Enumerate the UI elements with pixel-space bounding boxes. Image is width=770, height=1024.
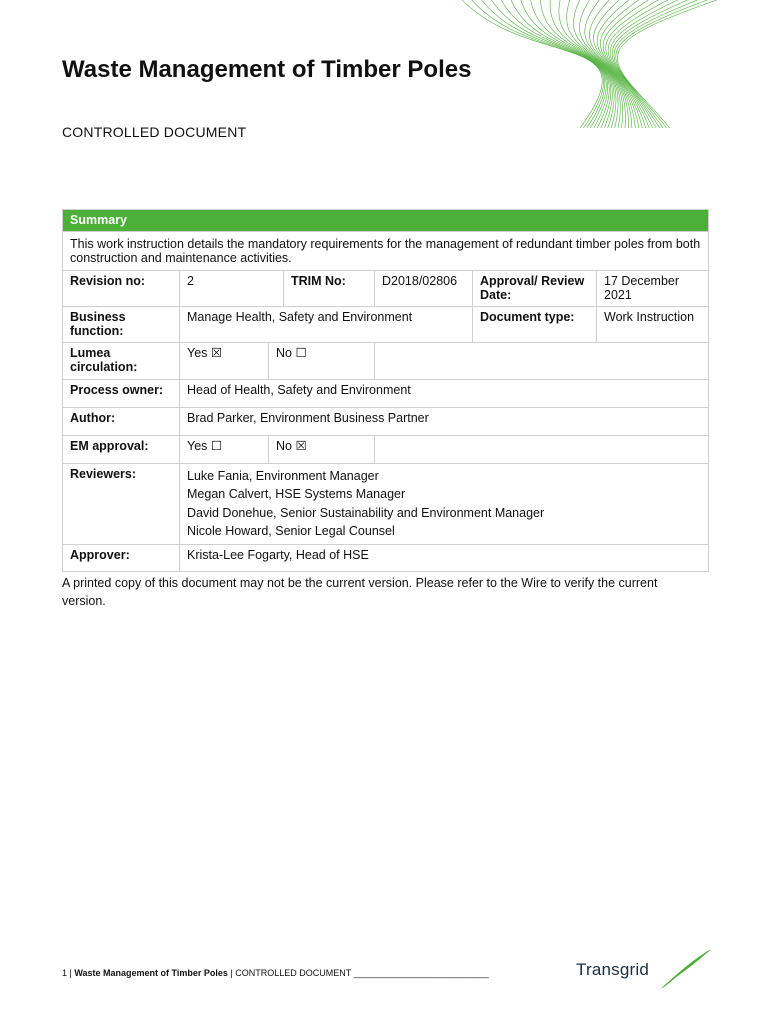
approver-row: [63, 544, 709, 571]
description-row: [63, 231, 709, 270]
approver-label: Approver:: [63, 544, 180, 571]
transgrid-logo: [576, 948, 716, 992]
reviewer-item: David Donehue, Senior Sustainability and Environment Manager: [187, 505, 545, 520]
summary-table: [62, 209, 709, 572]
reviewers-label: Reviewers:: [63, 463, 180, 544]
decorative-line: [482, 0, 605, 128]
author-value: Brad Parker, Environment Business Partner: [180, 407, 709, 435]
author-label: Author:: [63, 407, 180, 435]
revision-row: [63, 270, 709, 306]
reviewer-item: Luke Fania, Environment Manager: [187, 468, 379, 483]
lumea-circulation-row: [63, 342, 709, 379]
business-function-label: Business function:: [63, 306, 180, 342]
reviewers-list: [180, 463, 709, 544]
page-title: Waste Management of Timber Poles: [62, 56, 472, 83]
process-owner-value: Head of Health, Safety and Environment: [180, 379, 709, 407]
em-no-checkbox: No ☒: [269, 435, 375, 463]
approval-date-value: 17 December 2021: [597, 270, 709, 306]
document-subtitle: CONTROLLED DOCUMENT: [62, 124, 247, 140]
document-type-label: Document type:: [473, 306, 597, 342]
logo-wordmark: Transgrid: [576, 960, 649, 979]
logo-line-mark-icon: [660, 948, 714, 992]
decorative-line: [472, 0, 604, 128]
decorative-line: [614, 0, 697, 128]
lumea-no-checkbox: No ☐: [269, 342, 375, 379]
decorative-line: [617, 0, 717, 128]
process-owner-row: [63, 379, 709, 407]
footer-controlled-label: | CONTROLLED DOCUMENT ___________________________: [230, 968, 489, 978]
footer-page-number: 1 |: [62, 968, 72, 978]
reviewer-item: Megan Calvert, HSE Systems Manager: [187, 487, 406, 501]
decorative-line: [612, 0, 687, 128]
decorative-line: [501, 0, 608, 128]
decorative-line: [462, 0, 602, 128]
author-row: [63, 407, 709, 435]
reviewers-row: [63, 463, 709, 544]
summary-description: This work instruction details the mandatory requirements for the management of redundant timber poles from both construction and maintenance activities.: [63, 231, 709, 270]
reviewer-item: Nicole Howard, Senior Legal Counsel: [187, 524, 395, 538]
revision-label: Revision no:: [63, 270, 180, 306]
approver-value: Krista-Lee Fogarty, Head of HSE: [180, 544, 709, 571]
em-approval-row: [63, 435, 709, 463]
business-function-value: Manage Health, Safety and Environment: [180, 306, 473, 342]
empty-cell: [375, 435, 709, 463]
decorative-line: [585, 0, 629, 128]
summary-heading: Summary: [63, 210, 709, 232]
header-line-pattern-graphic: [462, 0, 722, 130]
printed-copy-note: A printed copy of this document may not be the current version. Please refer to the Wire to verify the current version.: [62, 576, 658, 608]
decorative-line: [491, 0, 606, 128]
decorative-line: [603, 0, 648, 128]
footer-document-title: Waste Management of Timber Poles: [74, 968, 228, 978]
trim-value: D2018/02806: [375, 270, 473, 306]
lumea-yes-checkbox: Yes ☒: [180, 342, 269, 379]
summary-header-row: [63, 210, 709, 232]
approval-date-label: Approval/ Review Date:: [473, 270, 597, 306]
em-approval-label: EM approval:: [63, 435, 180, 463]
trim-label: TRIM No:: [284, 270, 375, 306]
empty-cell: [375, 342, 709, 379]
page-footer: [62, 968, 489, 978]
process-owner-label: Process owner:: [63, 379, 180, 407]
document-type-value: Work Instruction: [597, 306, 709, 342]
em-yes-checkbox: Yes ☐: [180, 435, 269, 463]
business-function-row: [63, 306, 709, 342]
lumea-circulation-label: Lumea circulation:: [63, 342, 180, 379]
revision-value: 2: [180, 270, 284, 306]
